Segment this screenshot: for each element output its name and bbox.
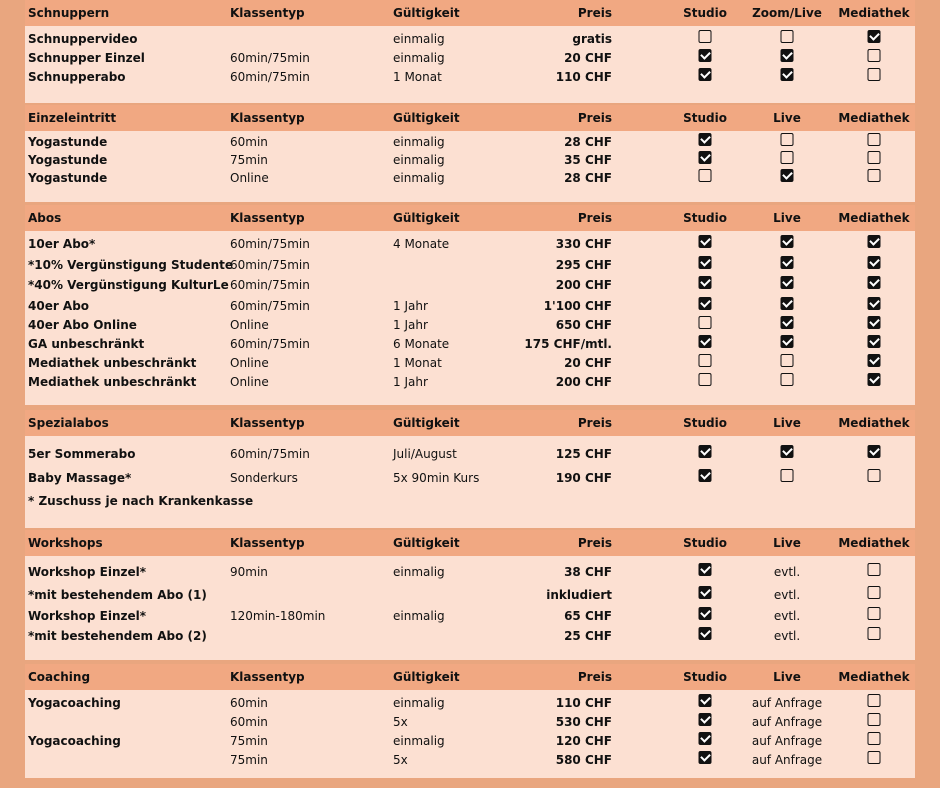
cell-pre: gratis	[572, 32, 612, 46]
header-name: Einzeleintritt	[28, 111, 117, 125]
cell-typ: 60min	[230, 135, 268, 149]
table-row	[25, 133, 915, 152]
cell-gul: 5x	[393, 753, 408, 767]
cell-liv-text: evtl.	[773, 609, 801, 623]
header-gul: Gültigkeit	[393, 211, 460, 225]
table-row	[25, 68, 915, 87]
cell-gul: einmalig	[393, 696, 445, 710]
header-stu: Studio	[683, 536, 727, 550]
cell-pre: 28 CHF	[564, 135, 612, 149]
checked-checkbox-icon	[868, 235, 881, 248]
unchecked-checkbox-icon	[781, 373, 794, 386]
header-liv: Live	[773, 211, 801, 225]
header-liv: Zoom/Live	[752, 6, 822, 20]
cell-pre: 65 CHF	[564, 609, 612, 623]
cell-gul: 1 Monat	[393, 356, 442, 370]
header-typ: Klassentyp	[230, 416, 305, 430]
cell-typ: 60min/75min	[230, 337, 310, 351]
checked-checkbox-icon	[868, 335, 881, 348]
cell-pre: 530 CHF	[555, 715, 612, 729]
cell-typ: 75min	[230, 734, 268, 748]
checked-checkbox-icon	[868, 297, 881, 310]
unchecked-checkbox-icon	[781, 30, 794, 43]
section-5	[25, 664, 915, 778]
cell-typ: 90min	[230, 565, 268, 579]
checked-checkbox-icon	[781, 49, 794, 62]
cell-pre: 125 CHF	[555, 447, 612, 461]
cell-typ: 60min/75min	[230, 258, 310, 272]
cell-typ: Online	[230, 356, 269, 370]
footnote: * Zuschuss je nach Krankenkasse	[28, 494, 254, 508]
table-row	[25, 751, 915, 770]
cell-liv-text: auf Anfrage	[751, 715, 823, 729]
checked-checkbox-icon	[699, 297, 712, 310]
cell-name: Yogastunde	[28, 153, 108, 167]
cell-name: *mit bestehendem Abo (2)	[28, 629, 207, 643]
section-header	[25, 530, 915, 556]
cell-liv-text: evtl.	[773, 565, 801, 579]
table-row	[25, 694, 915, 713]
cell-typ: 60min/75min	[230, 278, 310, 292]
cell-name: Baby Massage*	[28, 471, 132, 485]
header-stu: Studio	[683, 6, 727, 20]
cell-gul: einmalig	[393, 609, 445, 623]
checked-checkbox-icon	[781, 169, 794, 182]
table-row	[25, 276, 915, 295]
checked-checkbox-icon	[699, 445, 712, 458]
table-row	[25, 297, 915, 316]
header-name: Coaching	[28, 670, 91, 684]
cell-name: *40% Vergünstigung KulturLe	[28, 278, 229, 292]
checked-checkbox-icon	[868, 354, 881, 367]
unchecked-checkbox-icon	[868, 607, 881, 620]
checked-checkbox-icon	[699, 563, 712, 576]
checked-checkbox-icon	[781, 316, 794, 329]
unchecked-checkbox-icon	[781, 133, 794, 146]
header-liv: Live	[773, 670, 801, 684]
header-gul: Gültigkeit	[393, 111, 460, 125]
table-row	[25, 30, 915, 49]
checked-checkbox-icon	[699, 586, 712, 599]
cell-pre: 120 CHF	[555, 734, 612, 748]
cell-gul: 5x	[393, 715, 408, 729]
section-header	[25, 205, 915, 231]
cell-name: Schnupper Einzel	[28, 51, 145, 65]
unchecked-checkbox-icon	[868, 151, 881, 164]
cell-name: *10% Vergünstigung Studente	[28, 258, 234, 272]
unchecked-checkbox-icon	[699, 169, 712, 182]
checked-checkbox-icon	[868, 30, 881, 43]
header-stu: Studio	[683, 211, 727, 225]
checked-checkbox-icon	[699, 607, 712, 620]
cell-gul: einmalig	[393, 51, 445, 65]
cell-typ: Online	[230, 318, 269, 332]
cell-typ: 60min/75min	[230, 299, 310, 313]
table-row	[25, 607, 915, 626]
cell-pre: 175 CHF/mtl.	[524, 337, 612, 351]
checked-checkbox-icon	[699, 335, 712, 348]
unchecked-checkbox-icon	[868, 469, 881, 482]
cell-gul: einmalig	[393, 153, 445, 167]
header-typ: Klassentyp	[230, 211, 305, 225]
cell-gul: 1 Jahr	[393, 375, 428, 389]
checked-checkbox-icon	[868, 373, 881, 386]
table-row	[25, 256, 915, 275]
header-name: Spezialabos	[28, 416, 109, 430]
table-row	[25, 354, 915, 373]
cell-typ: 60min/75min	[230, 51, 310, 65]
unchecked-checkbox-icon	[699, 30, 712, 43]
cell-gul: einmalig	[393, 734, 445, 748]
cell-typ: 75min	[230, 753, 268, 767]
checked-checkbox-icon	[699, 49, 712, 62]
cell-pre: 190 CHF	[555, 471, 612, 485]
unchecked-checkbox-icon	[868, 751, 881, 764]
checked-checkbox-icon	[699, 68, 712, 81]
cell-name: Workshop Einzel*	[28, 609, 147, 623]
section-header	[25, 664, 915, 690]
section-0	[25, 0, 915, 103]
unchecked-checkbox-icon	[868, 732, 881, 745]
cell-pre: 28 CHF	[564, 171, 612, 185]
cell-name: *mit bestehendem Abo (1)	[28, 588, 207, 602]
checked-checkbox-icon	[699, 235, 712, 248]
unchecked-checkbox-icon	[868, 627, 881, 640]
cell-typ: 75min	[230, 153, 268, 167]
checked-checkbox-icon	[868, 256, 881, 269]
unchecked-checkbox-icon	[781, 151, 794, 164]
cell-liv-text: auf Anfrage	[751, 696, 823, 710]
unchecked-checkbox-icon	[781, 354, 794, 367]
cell-liv-text: evtl.	[773, 629, 801, 643]
checked-checkbox-icon	[781, 445, 794, 458]
cell-name: Schnupperabo	[28, 70, 126, 84]
cell-gul: einmalig	[393, 171, 445, 185]
section-4	[25, 530, 915, 660]
cell-typ: 60min/75min	[230, 447, 310, 461]
checked-checkbox-icon	[868, 276, 881, 289]
checked-checkbox-icon	[699, 751, 712, 764]
checked-checkbox-icon	[699, 713, 712, 726]
cell-name: 5er Sommerabo	[28, 447, 136, 461]
table-row	[25, 586, 915, 605]
header-typ: Klassentyp	[230, 111, 305, 125]
header-gul: Gültigkeit	[393, 6, 460, 20]
cell-pre: inkludiert	[546, 588, 612, 602]
cell-name: Workshop Einzel*	[28, 565, 147, 579]
table-row	[25, 373, 915, 392]
cell-typ: 60min	[230, 696, 268, 710]
cell-name: Yogacoaching	[28, 734, 121, 748]
table-row	[25, 627, 915, 646]
cell-pre: 200 CHF	[555, 375, 612, 389]
cell-name: Schnuppervideo	[28, 32, 138, 46]
header-liv: Live	[773, 416, 801, 430]
cell-pre: 20 CHF	[564, 356, 612, 370]
checked-checkbox-icon	[868, 316, 881, 329]
header-stu: Studio	[683, 416, 727, 430]
section-3	[25, 410, 915, 528]
unchecked-checkbox-icon	[868, 68, 881, 81]
table-row	[25, 713, 915, 732]
cell-liv-text: evtl.	[773, 588, 801, 602]
table-row	[25, 235, 915, 254]
cell-typ: Sonderkurs	[230, 471, 298, 485]
cell-pre: 110 CHF	[555, 696, 612, 710]
header-pre: Preis	[577, 111, 612, 125]
section-2	[25, 205, 915, 405]
checked-checkbox-icon	[699, 694, 712, 707]
header-med: Mediathek	[838, 416, 910, 430]
header-typ: Klassentyp	[230, 6, 305, 20]
cell-gul: einmalig	[393, 565, 445, 579]
cell-name: Mediathek unbeschränkt	[28, 375, 197, 389]
header-typ: Klassentyp	[230, 670, 305, 684]
cell-gul: einmalig	[393, 32, 445, 46]
cell-name: Yogastunde	[28, 171, 108, 185]
header-gul: Gültigkeit	[393, 416, 460, 430]
checked-checkbox-icon	[699, 256, 712, 269]
header-med: Mediathek	[838, 6, 910, 20]
header-stu: Studio	[683, 111, 727, 125]
section-1	[25, 105, 915, 202]
cell-typ: 60min/75min	[230, 70, 310, 84]
table-row	[25, 445, 915, 464]
checked-checkbox-icon	[781, 68, 794, 81]
checked-checkbox-icon	[699, 276, 712, 289]
cell-gul: 4 Monate	[393, 237, 450, 251]
cell-name: 10er Abo*	[28, 237, 96, 251]
header-name: Workshops	[28, 536, 103, 550]
header-med: Mediathek	[838, 670, 910, 684]
section-header	[25, 105, 915, 131]
checked-checkbox-icon	[699, 469, 712, 482]
cell-gul: einmalig	[393, 135, 445, 149]
unchecked-checkbox-icon	[699, 316, 712, 329]
cell-typ: 60min/75min	[230, 237, 310, 251]
unchecked-checkbox-icon	[699, 354, 712, 367]
cell-gul: 1 Jahr	[393, 318, 428, 332]
cell-pre: 110 CHF	[555, 70, 612, 84]
header-pre: Preis	[577, 416, 612, 430]
checked-checkbox-icon	[699, 627, 712, 640]
header-liv: Live	[773, 536, 801, 550]
header-pre: Preis	[577, 6, 612, 20]
cell-name: GA unbeschränkt	[28, 337, 145, 351]
checked-checkbox-icon	[868, 445, 881, 458]
header-gul: Gültigkeit	[393, 670, 460, 684]
unchecked-checkbox-icon	[868, 49, 881, 62]
cell-pre: 580 CHF	[555, 753, 612, 767]
checked-checkbox-icon	[781, 335, 794, 348]
header-pre: Preis	[577, 670, 612, 684]
checked-checkbox-icon	[699, 133, 712, 146]
cell-pre: 200 CHF	[555, 278, 612, 292]
section-header	[25, 0, 915, 26]
header-liv: Live	[773, 111, 801, 125]
cell-pre: 330 CHF	[555, 237, 612, 251]
cell-name: Mediathek unbeschränkt	[28, 356, 197, 370]
checked-checkbox-icon	[699, 151, 712, 164]
header-med: Mediathek	[838, 211, 910, 225]
cell-gul: 1 Jahr	[393, 299, 428, 313]
cell-gul: 6 Monate	[393, 337, 450, 351]
table-row	[25, 151, 915, 170]
cell-typ: Online	[230, 375, 269, 389]
table-row	[25, 563, 915, 582]
header-pre: Preis	[577, 211, 612, 225]
table-row	[25, 49, 915, 68]
cell-name: Yogastunde	[28, 135, 108, 149]
header-med: Mediathek	[838, 536, 910, 550]
header-med: Mediathek	[838, 111, 910, 125]
cell-name: 40er Abo	[28, 299, 90, 313]
table-row	[25, 169, 915, 188]
table-row	[25, 335, 915, 354]
cell-pre: 25 CHF	[564, 629, 612, 643]
unchecked-checkbox-icon	[699, 373, 712, 386]
table-row	[25, 469, 915, 488]
cell-pre: 38 CHF	[564, 565, 612, 579]
unchecked-checkbox-icon	[868, 169, 881, 182]
price-sheet	[25, 0, 915, 788]
cell-liv-text: auf Anfrage	[751, 753, 823, 767]
table-row	[25, 316, 915, 335]
cell-gul: 5x 90min Kurs	[393, 471, 480, 485]
unchecked-checkbox-icon	[868, 694, 881, 707]
cell-pre: 35 CHF	[564, 153, 612, 167]
unchecked-checkbox-icon	[868, 133, 881, 146]
cell-gul: Juli/August	[393, 447, 457, 461]
cell-name: Yogacoaching	[28, 696, 121, 710]
cell-typ: Online	[230, 171, 269, 185]
header-pre: Preis	[577, 536, 612, 550]
checked-checkbox-icon	[781, 297, 794, 310]
cell-pre: 1'100 CHF	[543, 299, 612, 313]
cell-typ: 120min-180min	[230, 609, 326, 623]
section-header	[25, 410, 915, 436]
cell-pre: 295 CHF	[555, 258, 612, 272]
table-row	[25, 732, 915, 751]
cell-pre: 650 CHF	[555, 318, 612, 332]
header-stu: Studio	[683, 670, 727, 684]
unchecked-checkbox-icon	[781, 469, 794, 482]
checked-checkbox-icon	[699, 732, 712, 745]
checked-checkbox-icon	[781, 256, 794, 269]
cell-liv-text: auf Anfrage	[751, 734, 823, 748]
header-typ: Klassentyp	[230, 536, 305, 550]
unchecked-checkbox-icon	[868, 586, 881, 599]
checked-checkbox-icon	[781, 235, 794, 248]
cell-gul: 1 Monat	[393, 70, 442, 84]
unchecked-checkbox-icon	[868, 713, 881, 726]
cell-typ: 60min	[230, 715, 268, 729]
header-name: Abos	[28, 211, 62, 225]
cell-name: 40er Abo Online	[28, 318, 137, 332]
cell-pre: 20 CHF	[564, 51, 612, 65]
header-name: Schnuppern	[28, 6, 110, 20]
header-gul: Gültigkeit	[393, 536, 460, 550]
checked-checkbox-icon	[781, 276, 794, 289]
unchecked-checkbox-icon	[868, 563, 881, 576]
